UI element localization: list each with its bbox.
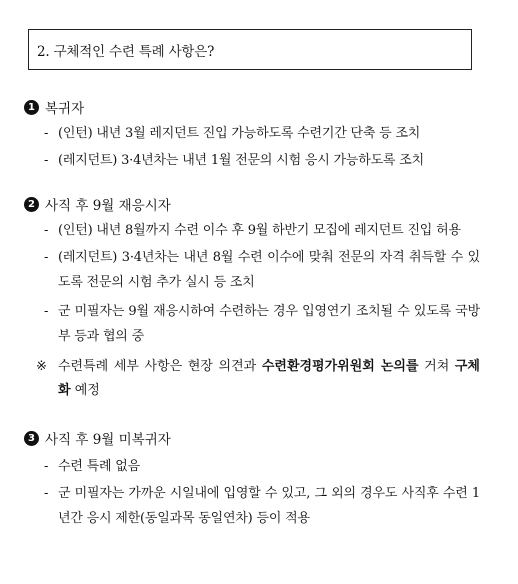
section-2-title: 사직 후 9월 재응시자 bbox=[45, 198, 171, 214]
section-2-heading bbox=[24, 194, 171, 214]
question-title: 2. 구체적인 수련 특례 사항은? bbox=[37, 43, 215, 60]
circled-number-3: 3 bbox=[24, 431, 39, 446]
section-2-item-3: - 군 미필자는 9월 재응시하여 수련하는 경우 입영연기 조치될 수 있도록 국방부 등과 협의 중 bbox=[44, 304, 480, 344]
section-3-title: 사직 후 9월 미복귀자 bbox=[45, 432, 171, 448]
section-1-item-2: - (레지던트) 3·4년차는 내년 1월 전문의 시험 응시 가능하도록 조치 bbox=[44, 153, 424, 168]
section-3-heading bbox=[24, 428, 171, 448]
question-title-box bbox=[28, 29, 472, 70]
section-1-item-1: - (인턴) 내년 3월 레지던트 진입 가능하도록 수련기간 단축 등 조치 bbox=[44, 126, 421, 141]
section-3-item-1: - 수련 특례 없음 bbox=[44, 459, 141, 474]
section-1-title: 복귀자 bbox=[45, 101, 85, 117]
section-2-item-2: - (레지던트) 3·4년차는 내년 8월 수련 이수에 맞춰 전문의 자격 취득할 수 있도록 전문의 시험 추가 실시 등 조치 bbox=[44, 250, 480, 290]
circled-number-2: 2 bbox=[24, 197, 39, 212]
section-1-heading bbox=[24, 97, 84, 117]
reference-mark: ※ bbox=[36, 359, 47, 374]
circled-number-1: 1 bbox=[24, 100, 39, 115]
section-3-item-2: - 군 미필자는 가까운 시일내에 입영할 수 있고, 그 외의 경우도 사직후 수련 1년간 응시 제한(동일과목 동일연차) 등이 적용 bbox=[44, 486, 480, 526]
section-2-item-1: - (인턴) 내년 8월까지 수련 이수 후 9월 하반기 모집에 레지던트 진입 허용 bbox=[44, 223, 461, 238]
section-2-note: ※ 수련특례 세부 사항은 현장 의견과 수련환경평가위원회 논의를 거쳐 구체화 예정 bbox=[36, 355, 480, 403]
